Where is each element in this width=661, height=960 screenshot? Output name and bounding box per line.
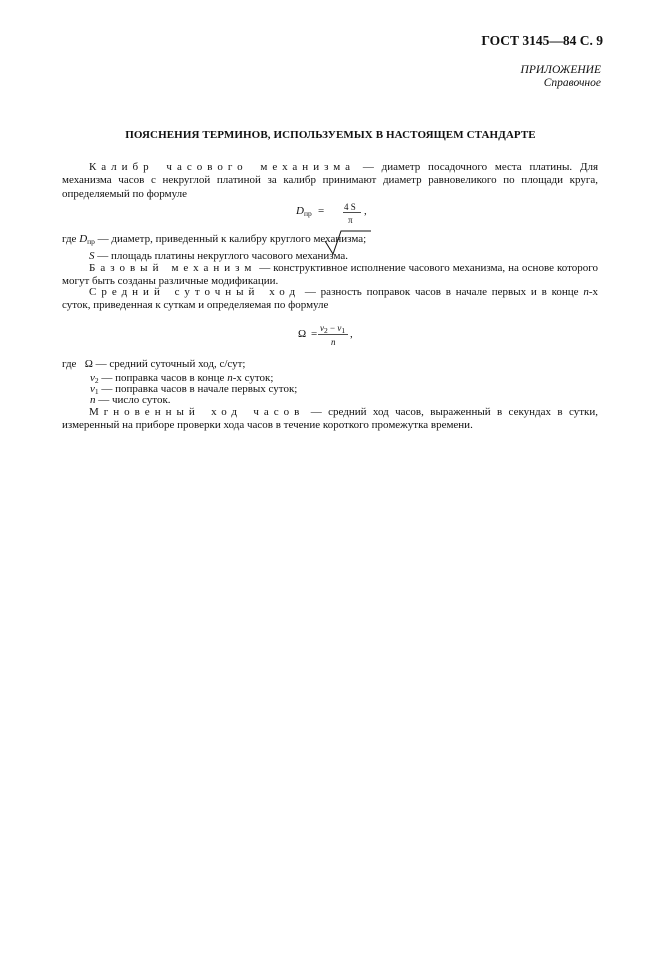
symbol-v1-sub: 1 <box>94 387 99 396</box>
formula-caliber-numerator: 4 S <box>344 202 356 212</box>
definition-caliber <box>62 161 598 201</box>
formula-rate-v2: v <box>320 323 324 333</box>
symbol-v2-n: n <box>227 372 233 384</box>
symbol-n-text: — число суток. <box>95 394 171 406</box>
definition-caliber-text: — диаметр посадочного места платины. Для механизма часов с некруглой платиной за калибр принимают диаметр равновеликого по площади круга, определяемый по формуле <box>62 161 599 200</box>
definition-mean-daily-rate-text-a: — разность поправок часов в начале первых и в конце <box>300 286 584 298</box>
appendix-type: Справочное <box>543 77 601 89</box>
term-base-mechanism: Базовый механизм <box>89 262 257 274</box>
definition-instant-rate <box>62 406 598 433</box>
definition-instant-rate-text: — средний ход часов, выраженный в секундах в сутки, измеренный на приборе проверки хода часов в течение короткого промежутка времени. <box>62 406 598 432</box>
symbol-v2-text-b: -х суток; <box>232 372 274 384</box>
formula-caliber-comma: , <box>364 205 367 217</box>
formula-caliber-denominator: π <box>348 215 353 225</box>
symbol-v2-sub: 2 <box>94 376 99 385</box>
symbol-n: n <box>90 394 96 406</box>
symbol-v1: v <box>90 383 95 395</box>
symbol-v1-text: — поправка часов в начале первых суток; <box>98 383 298 395</box>
symbol-v2-text-a: — поправка часов в конце <box>98 372 228 384</box>
symbol-s-text: — площадь платины некруглого часового механизма. <box>94 250 349 262</box>
symbol-omega: Ω <box>84 358 93 370</box>
where-caliber-diameter <box>62 233 366 246</box>
formula-rate-minus: − <box>330 323 336 333</box>
symbol-s: S <box>89 250 95 262</box>
formula-rate-numerator <box>320 322 345 335</box>
symbol-n-inline: n <box>583 286 589 298</box>
where-word: где <box>62 233 77 245</box>
symbol-d-sub: пр <box>87 237 95 246</box>
formula-rate-v1-sub: 1 <box>341 326 346 335</box>
symbol-omega-text: — средний суточный ход, с/сут; <box>92 358 246 370</box>
term-caliber: Калибр часового механизма <box>89 161 356 173</box>
symbol-v2: v <box>90 372 95 384</box>
page-header: ГОСТ 3145—84 С. 9 <box>481 33 603 48</box>
symbol-d-text: — диаметр, приведенный к калибру круглого механизма; <box>94 233 367 245</box>
formula-rate-v1: v <box>337 323 342 333</box>
symbol-d: D <box>79 233 88 245</box>
definition-base-mechanism <box>62 262 598 289</box>
appendix-label: ПРИЛОЖЕНИЕ <box>520 64 601 76</box>
formula-rate-v2-sub: 2 <box>324 326 328 335</box>
term-instant-rate: Мгновенный ход часов <box>89 406 305 418</box>
section-title: ПОЯСНЕНИЯ ТЕРМИНОВ, ИСПОЛЬЗУЕМЫХ В НАСТОЯЩЕМ СТАНДАРТЕ <box>125 129 536 141</box>
term-mean-daily-rate: Средний суточный ход <box>89 286 301 298</box>
formula-rate-lhs: Ω <box>298 328 307 340</box>
definition-mean-daily-rate <box>62 286 598 313</box>
appendix-label-block <box>521 64 601 90</box>
formula-caliber-lhs <box>296 205 312 218</box>
formula-caliber-d-sub: пр <box>303 209 312 218</box>
formula-caliber-d: D <box>296 205 304 217</box>
formula-rate-denominator <box>331 336 336 349</box>
where-word-2: где <box>62 358 77 370</box>
definition-base-mechanism-text: — конструктивное исполнение часового механизма, на основе которого могут быть созданы различные модификации. <box>62 262 598 288</box>
formula-rate-comma: , <box>350 328 353 340</box>
formula-caliber-equals: = <box>318 205 325 217</box>
where-rate-omega <box>62 358 245 371</box>
formula-rate-n: n <box>331 337 336 347</box>
formula-rate-equals: = <box>311 328 318 340</box>
definition-mean-daily-rate-text-b: -х суток, приведенная к суткам и определяемая по формуле <box>62 286 598 312</box>
